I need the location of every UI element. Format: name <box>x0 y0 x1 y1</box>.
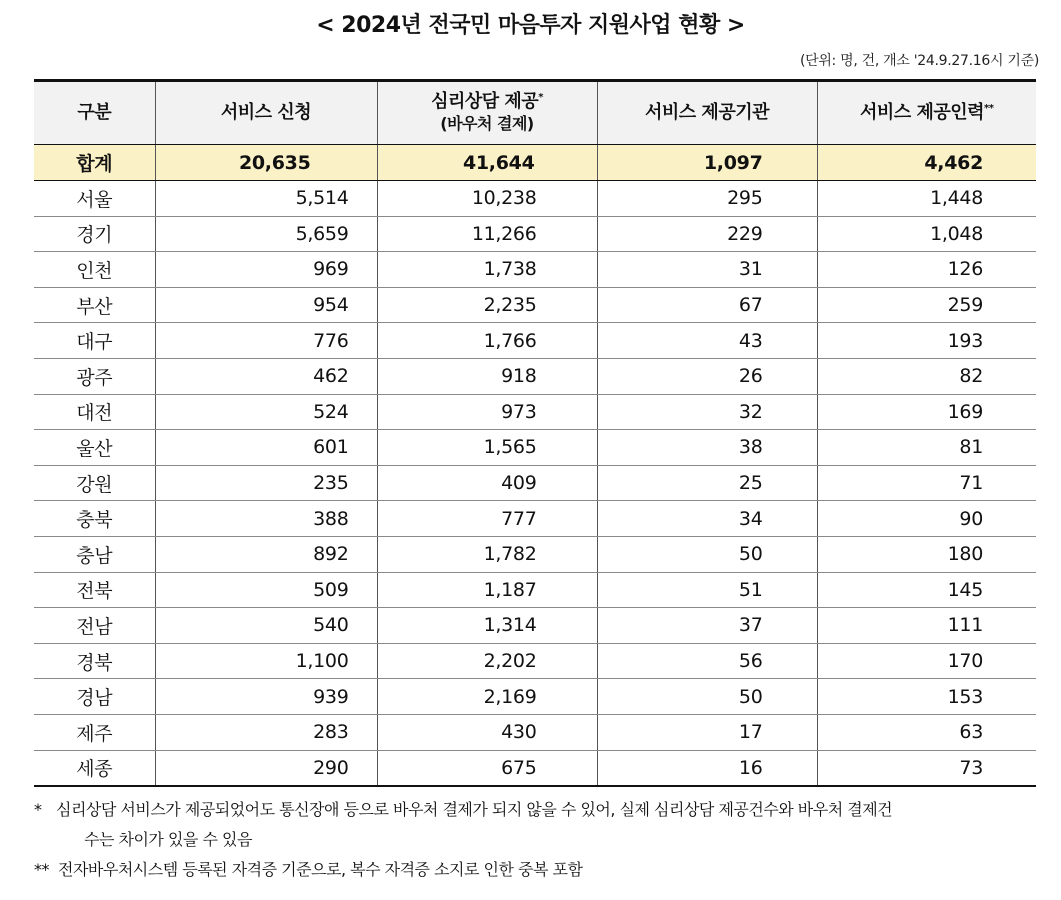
cell-counseling: 1,565 <box>377 430 597 466</box>
cell-institutions: 32 <box>597 394 817 430</box>
cell-personnel: 111 <box>817 608 1036 644</box>
cell-region: 울산 <box>34 430 155 466</box>
cell-region: 전남 <box>34 608 155 644</box>
cell-institutions: 43 <box>597 323 817 359</box>
cell-institutions: 26 <box>597 358 817 394</box>
footnote-2-text: 전자바우처시스템 등록된 자격증 기준으로, 복수 자격증 소지로 인한 중복 포함 <box>58 860 583 879</box>
total-counseling: 41,644 <box>377 145 597 181</box>
cell-counseling: 1,782 <box>377 536 597 572</box>
cell-applications: 954 <box>155 287 377 323</box>
cell-personnel: 170 <box>817 643 1036 679</box>
cell-applications: 5,659 <box>155 216 377 252</box>
header-counseling-label: 심리상담 제공 <box>431 91 539 112</box>
cell-counseling: 1,766 <box>377 323 597 359</box>
cell-counseling: 409 <box>377 465 597 501</box>
cell-region: 광주 <box>34 358 155 394</box>
cell-personnel: 169 <box>817 394 1036 430</box>
cell-institutions: 50 <box>597 536 817 572</box>
cell-counseling: 2,202 <box>377 643 597 679</box>
cell-counseling: 2,235 <box>377 287 597 323</box>
header-counseling <box>377 81 597 145</box>
unit-note: (단위: 명, 건, 개소 '24.9.27.16시 기준) <box>799 53 1039 69</box>
cell-personnel: 90 <box>817 501 1036 537</box>
cell-personnel: 1,048 <box>817 216 1036 252</box>
footnote-1-text: 심리상담 서비스가 제공되었어도 통신장애 등으로 바우처 결제가 되지 않을 수 있어, 실제 심리상담 제공건수와 바우처 결제건 <box>56 800 893 819</box>
table-row <box>34 750 1036 786</box>
cell-region: 세종 <box>34 750 155 786</box>
footnote-2-mark: ** <box>34 860 49 879</box>
cell-personnel: 81 <box>817 430 1036 466</box>
cell-personnel: 71 <box>817 465 1036 501</box>
cell-applications: 5,514 <box>155 181 377 217</box>
table-row <box>34 608 1036 644</box>
cell-region: 충남 <box>34 536 155 572</box>
cell-institutions: 50 <box>597 679 817 715</box>
cell-institutions: 295 <box>597 181 817 217</box>
cell-applications: 388 <box>155 501 377 537</box>
cell-region: 대구 <box>34 323 155 359</box>
table-row <box>34 216 1036 252</box>
table-row <box>34 501 1036 537</box>
cell-institutions: 25 <box>597 465 817 501</box>
cell-applications: 524 <box>155 394 377 430</box>
cell-personnel: 73 <box>817 750 1036 786</box>
cell-applications: 601 <box>155 430 377 466</box>
cell-institutions: 51 <box>597 572 817 608</box>
header-personnel <box>817 81 1036 145</box>
footnote-2 <box>34 855 1054 885</box>
cell-institutions: 56 <box>597 643 817 679</box>
table-row <box>34 287 1036 323</box>
cell-applications: 462 <box>155 358 377 394</box>
table-row <box>34 643 1036 679</box>
table-row <box>34 358 1036 394</box>
cell-counseling: 777 <box>377 501 597 537</box>
cell-region: 경북 <box>34 643 155 679</box>
table-row <box>34 536 1036 572</box>
cell-personnel: 82 <box>817 358 1036 394</box>
cell-region: 서울 <box>34 181 155 217</box>
header-counseling-mark: * <box>538 92 543 103</box>
cell-applications: 1,100 <box>155 643 377 679</box>
cell-region: 경남 <box>34 679 155 715</box>
cell-counseling: 10,238 <box>377 181 597 217</box>
header-institutions: 서비스 제공기관 <box>597 81 817 145</box>
cell-counseling: 430 <box>377 714 597 750</box>
cell-applications: 939 <box>155 679 377 715</box>
cell-counseling: 973 <box>377 394 597 430</box>
cell-counseling: 11,266 <box>377 216 597 252</box>
header-personnel-mark: ** <box>984 103 994 114</box>
total-row <box>34 145 1036 181</box>
cell-personnel: 145 <box>817 572 1036 608</box>
total-applications: 20,635 <box>155 145 377 181</box>
cell-region: 경기 <box>34 216 155 252</box>
cell-counseling: 2,169 <box>377 679 597 715</box>
cell-applications: 509 <box>155 572 377 608</box>
cell-institutions: 17 <box>597 714 817 750</box>
cell-counseling: 675 <box>377 750 597 786</box>
table-row <box>34 714 1036 750</box>
cell-counseling: 918 <box>377 358 597 394</box>
table-header-row <box>34 81 1036 145</box>
table-row <box>34 430 1036 466</box>
cell-region: 대전 <box>34 394 155 430</box>
header-applications: 서비스 신청 <box>155 81 377 145</box>
footnotes <box>34 795 1054 885</box>
cell-institutions: 229 <box>597 216 817 252</box>
header-region: 구분 <box>34 81 155 145</box>
header-counseling-sub: (바우처 결제) <box>440 114 534 133</box>
cell-region: 부산 <box>34 287 155 323</box>
total-institutions: 1,097 <box>597 145 817 181</box>
cell-region: 충북 <box>34 501 155 537</box>
header-personnel-label: 서비스 제공인력 <box>860 102 984 123</box>
table-row <box>34 465 1036 501</box>
cell-counseling: 1,738 <box>377 252 597 288</box>
status-table <box>34 79 1036 787</box>
total-personnel: 4,462 <box>817 145 1036 181</box>
cell-counseling: 1,187 <box>377 572 597 608</box>
cell-personnel: 259 <box>817 287 1036 323</box>
cell-institutions: 37 <box>597 608 817 644</box>
cell-institutions: 38 <box>597 430 817 466</box>
cell-applications: 283 <box>155 714 377 750</box>
cell-personnel: 63 <box>817 714 1036 750</box>
table-row <box>34 252 1036 288</box>
cell-region: 전북 <box>34 572 155 608</box>
cell-personnel: 126 <box>817 252 1036 288</box>
cell-counseling: 1,314 <box>377 608 597 644</box>
cell-applications: 540 <box>155 608 377 644</box>
cell-applications: 969 <box>155 252 377 288</box>
cell-applications: 235 <box>155 465 377 501</box>
cell-personnel: 153 <box>817 679 1036 715</box>
cell-region: 강원 <box>34 465 155 501</box>
cell-applications: 892 <box>155 536 377 572</box>
footnote-1-continued: 수는 차이가 있을 수 있음 <box>84 830 252 849</box>
cell-institutions: 31 <box>597 252 817 288</box>
table-row <box>34 572 1036 608</box>
table-row <box>34 181 1036 217</box>
cell-institutions: 16 <box>597 750 817 786</box>
footnote-1 <box>34 795 1054 825</box>
cell-region: 인천 <box>34 252 155 288</box>
table-row <box>34 394 1036 430</box>
cell-personnel: 1,448 <box>817 181 1036 217</box>
page-title: < 2024년 전국민 마음투자 지원사업 현황 > <box>316 13 745 38</box>
total-region: 합계 <box>34 145 155 181</box>
cell-personnel: 193 <box>817 323 1036 359</box>
cell-institutions: 34 <box>597 501 817 537</box>
cell-applications: 290 <box>155 750 377 786</box>
cell-institutions: 67 <box>597 287 817 323</box>
footnote-1-mark: * <box>34 800 42 819</box>
table-row <box>34 323 1036 359</box>
cell-personnel: 180 <box>817 536 1036 572</box>
cell-region: 제주 <box>34 714 155 750</box>
cell-applications: 776 <box>155 323 377 359</box>
table-row <box>34 679 1036 715</box>
